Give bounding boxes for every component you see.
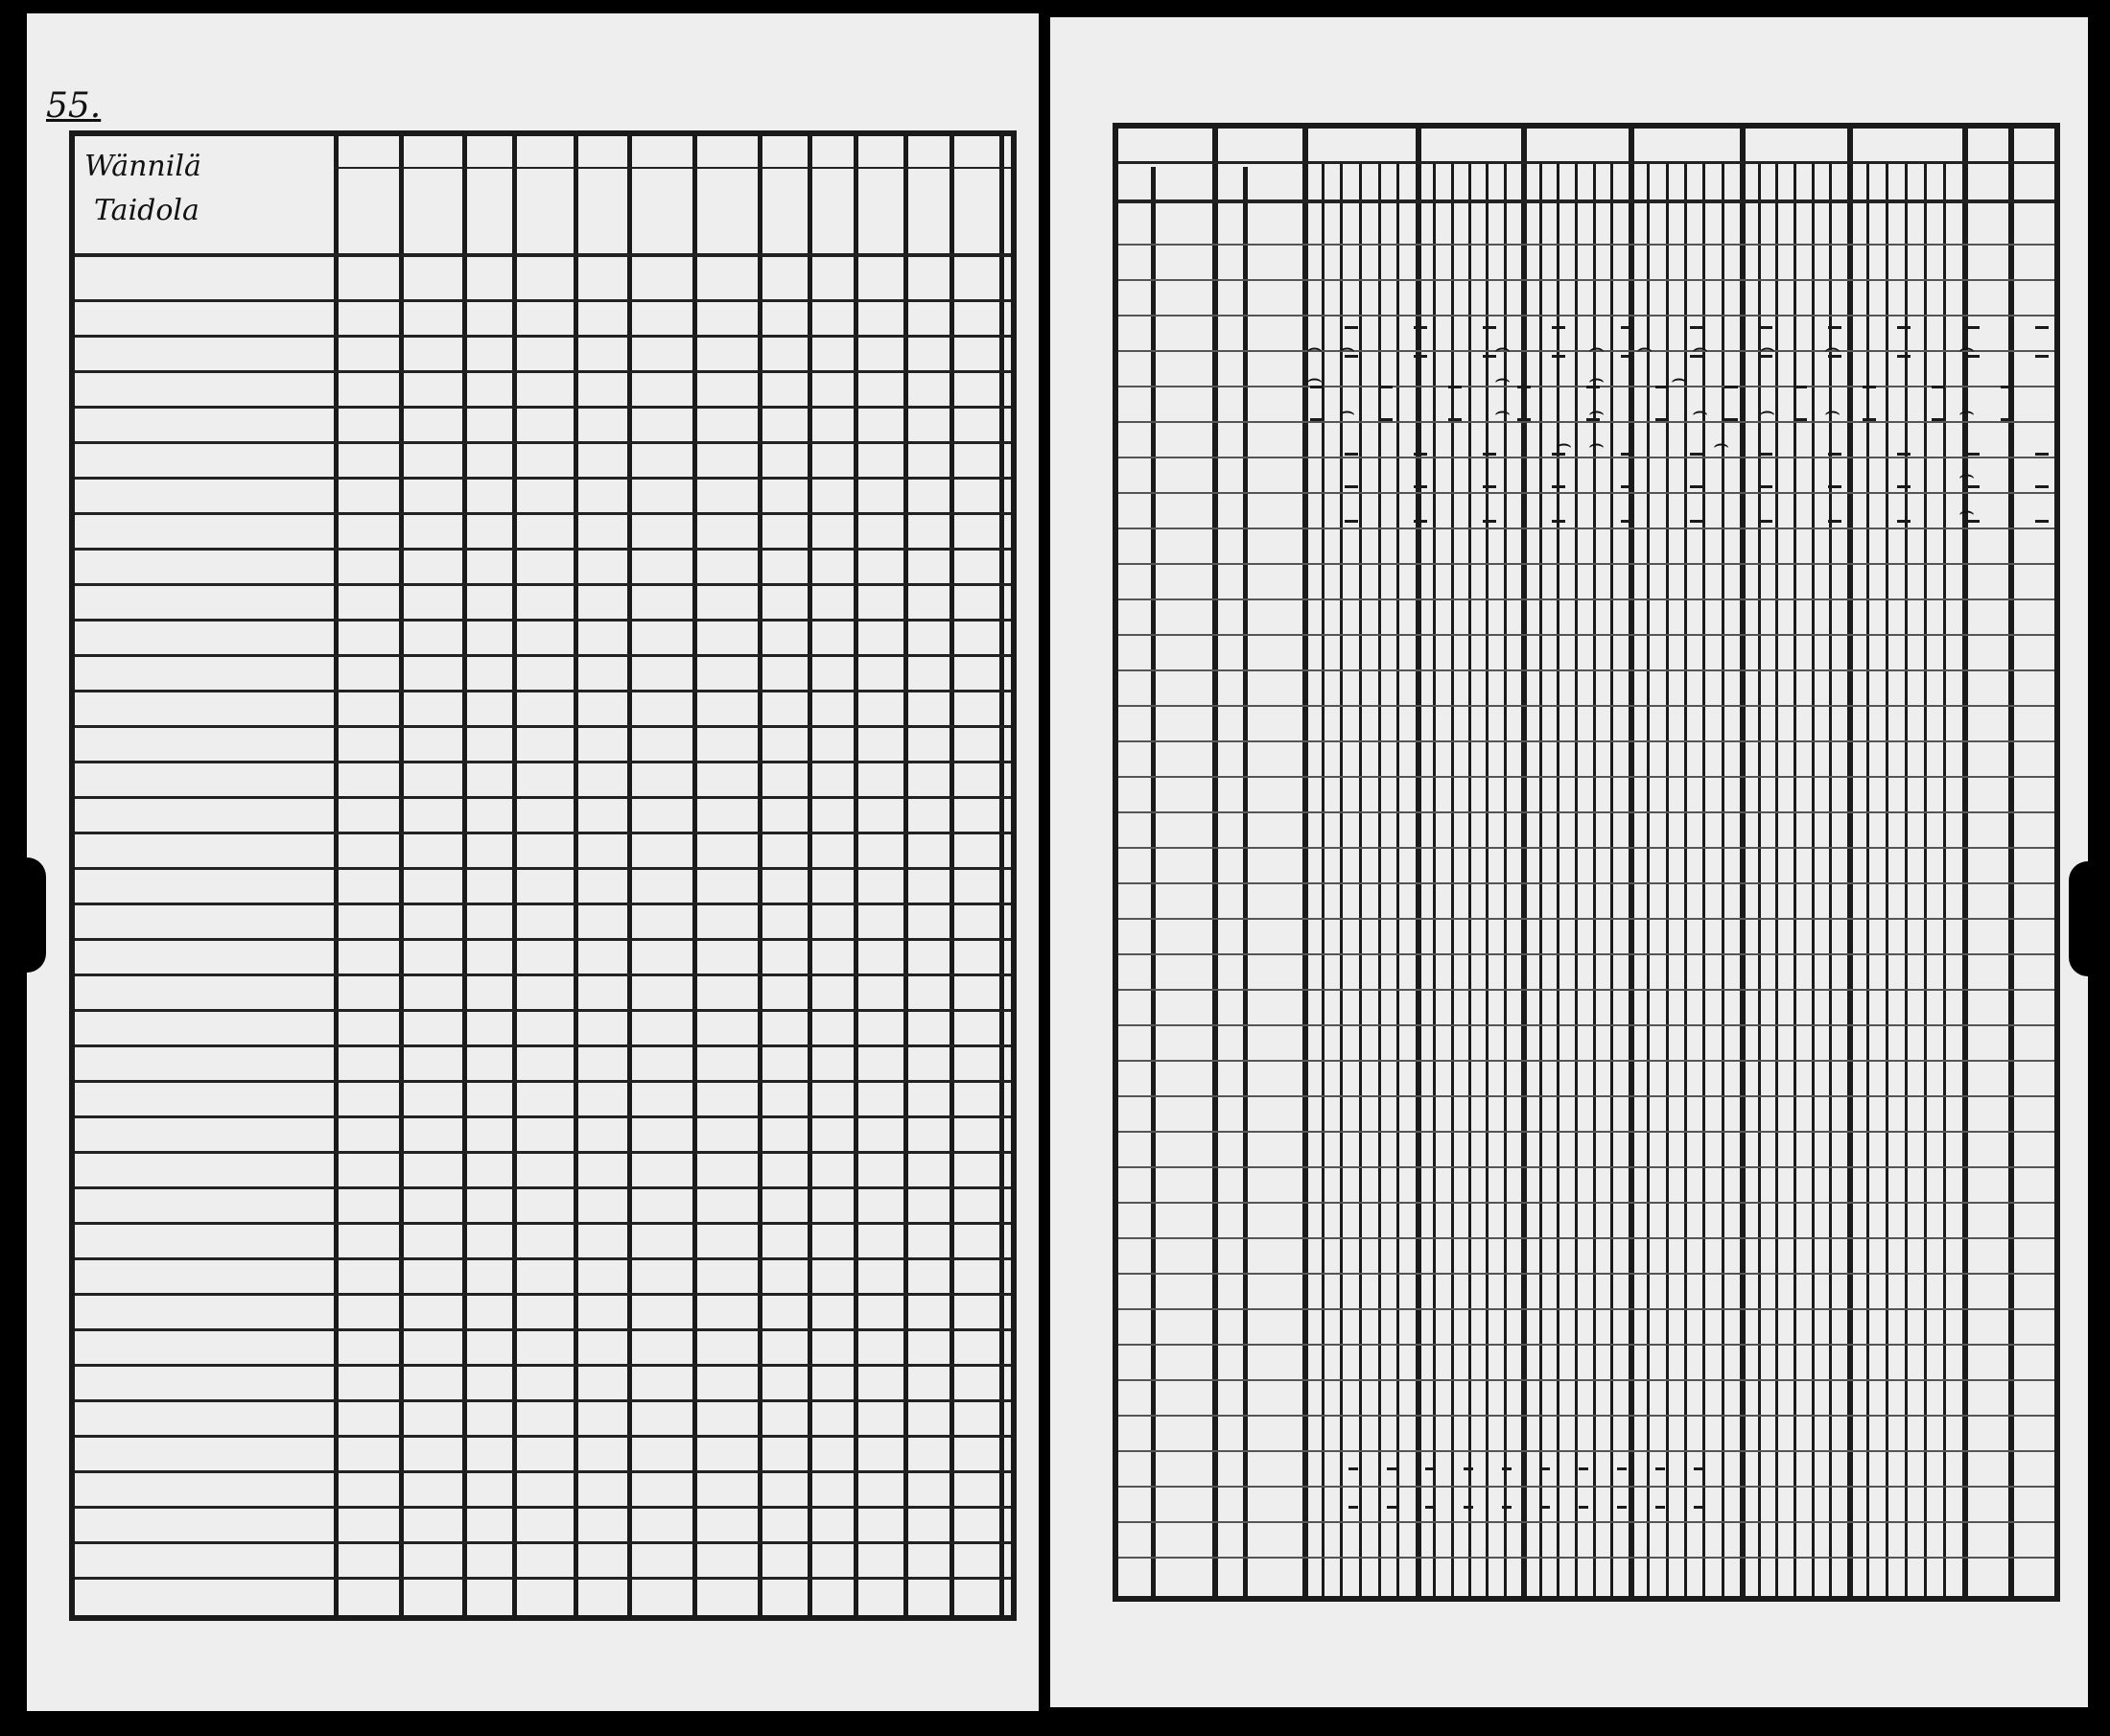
row-rule xyxy=(1118,1166,2054,1168)
row-rule xyxy=(75,938,1011,941)
attendance-stroke xyxy=(2035,485,2049,488)
attendance-stroke xyxy=(1579,1506,1588,1509)
row-rule xyxy=(1118,1379,2054,1381)
row-rule xyxy=(1118,1131,2054,1133)
row-rule xyxy=(75,548,1011,551)
row-rule xyxy=(1118,1557,2054,1559)
row-rule xyxy=(75,832,1011,834)
attendance-stroke xyxy=(1540,1467,1550,1470)
communion-mark: ⌢ xyxy=(1692,334,1709,363)
attendance-stroke xyxy=(1414,520,1427,523)
row-rule xyxy=(1118,279,2054,281)
attendance-stroke xyxy=(1345,326,1358,329)
row-rule xyxy=(1118,1095,2054,1097)
row-rule xyxy=(75,1506,1011,1509)
column-subhead xyxy=(811,171,850,251)
attendance-stroke xyxy=(1387,1506,1396,1509)
attendance-stroke xyxy=(1379,386,1393,388)
attendance-stroke xyxy=(1897,485,1911,488)
row-rule xyxy=(75,335,1011,338)
column-subhead xyxy=(857,171,900,251)
header-rule xyxy=(1118,161,2054,164)
communion-mark: ⌢ xyxy=(1958,334,1976,363)
row-rule xyxy=(1118,705,2054,707)
attendance-stroke xyxy=(1348,1467,1358,1470)
attendance-stroke xyxy=(1483,453,1496,456)
attendance-stroke xyxy=(1483,326,1496,329)
book-gutter xyxy=(1039,0,1050,1736)
row-rule xyxy=(75,1577,1011,1580)
header-rule xyxy=(334,167,1011,169)
row-rule xyxy=(1118,492,2054,494)
communion-mark: ⌢ xyxy=(1824,397,1841,426)
attendance-stroke xyxy=(1621,326,1634,329)
row-rule xyxy=(1118,350,2054,352)
attendance-stroke xyxy=(1379,418,1393,421)
row-rule xyxy=(75,867,1011,870)
attendance-stroke xyxy=(1414,326,1427,329)
attendance-stroke xyxy=(1448,386,1462,388)
column-rule xyxy=(1521,129,1527,1596)
attendance-stroke xyxy=(1794,386,1807,388)
row-rule xyxy=(1118,1237,2054,1239)
row-rule xyxy=(75,1044,1011,1047)
column-subhead xyxy=(631,171,689,251)
row-rule xyxy=(1118,953,2054,955)
column-subhead xyxy=(762,171,804,251)
attendance-stroke xyxy=(2035,453,2049,456)
row-rule xyxy=(75,1186,1011,1189)
row-rule xyxy=(1118,1415,2054,1417)
attendance-stroke xyxy=(1724,418,1738,421)
row-rule xyxy=(1118,740,2054,742)
row-rule xyxy=(1118,811,2054,813)
communion-mark: ⌢ xyxy=(1494,364,1512,393)
row-rule xyxy=(75,299,1011,302)
row-rule xyxy=(75,512,1011,515)
attendance-stroke xyxy=(1932,386,1945,388)
attendance-stroke xyxy=(1552,485,1565,488)
communion-mark: ⌢ xyxy=(1588,430,1606,458)
row-rule xyxy=(1118,1060,2054,1062)
column-rule xyxy=(1416,129,1421,1596)
attendance-stroke xyxy=(1966,453,1980,456)
row-rule xyxy=(75,1222,1011,1225)
attendance-stroke xyxy=(1552,326,1565,329)
attendance-stroke xyxy=(1414,453,1427,456)
communion-mark: ⌢ xyxy=(1759,334,1776,363)
column-rule xyxy=(1847,129,1853,1596)
attendance-stroke xyxy=(1502,1506,1512,1509)
row-rule xyxy=(1118,315,2054,317)
communion-mark: ⌢ xyxy=(1306,364,1324,393)
attendance-stroke xyxy=(1517,386,1531,388)
row-rule xyxy=(75,1293,1011,1296)
communion-mark: ⌢ xyxy=(1494,397,1512,426)
attendance-stroke xyxy=(1425,1467,1435,1470)
communion-mark: ⌢ xyxy=(1339,397,1356,426)
subcolumn-rule xyxy=(1243,167,1248,1596)
row-rule xyxy=(1118,1202,2054,1204)
attendance-stroke xyxy=(1552,520,1565,523)
binding-hole xyxy=(8,857,46,973)
row-rule xyxy=(75,1009,1011,1012)
column-rule xyxy=(950,136,954,1615)
attendance-stroke xyxy=(1690,326,1703,329)
row-rule xyxy=(1118,776,2054,778)
column-rule xyxy=(808,136,812,1615)
column-rule xyxy=(903,136,908,1615)
row-rule xyxy=(1118,1521,2054,1523)
row-rule xyxy=(1118,244,2054,246)
village-name: Wännilä xyxy=(84,150,201,183)
attendance-stroke xyxy=(2001,418,2014,421)
row-rule xyxy=(1118,528,2054,529)
attendance-stroke xyxy=(1617,1467,1627,1470)
row-rule xyxy=(1118,1486,2054,1488)
row-rule xyxy=(75,477,1011,480)
attendance-stroke xyxy=(1502,1467,1512,1470)
binding-hole xyxy=(2069,861,2107,976)
attendance-stroke xyxy=(1655,418,1669,421)
column-rule xyxy=(1629,129,1634,1596)
row-rule xyxy=(75,654,1011,657)
attendance-stroke xyxy=(1828,485,1841,488)
attendance-stroke xyxy=(1690,453,1703,456)
attendance-stroke xyxy=(1932,418,1945,421)
row-rule xyxy=(75,761,1011,763)
communion-mark: ⌢ xyxy=(1588,397,1606,426)
row-rule xyxy=(75,370,1011,373)
row-rule xyxy=(1118,563,2054,565)
communion-mark: ⌢ xyxy=(1692,397,1709,426)
attendance-stroke xyxy=(1724,386,1738,388)
attendance-stroke xyxy=(1348,1506,1358,1509)
column-rule xyxy=(462,136,467,1615)
attendance-stroke xyxy=(1694,1506,1703,1509)
attendance-stroke xyxy=(1966,326,1980,329)
attendance-stroke xyxy=(1621,453,1634,456)
attendance-stroke xyxy=(1655,386,1669,388)
row-rule xyxy=(1118,669,2054,671)
communion-mark: ⌢ xyxy=(1713,430,1730,458)
attendance-stroke xyxy=(1828,453,1841,456)
communion-mark: ⌢ xyxy=(1494,334,1512,363)
attendance-stroke xyxy=(1759,453,1772,456)
row-rule xyxy=(75,441,1011,444)
attendance-stroke xyxy=(1863,418,1876,421)
attendance-stroke xyxy=(1897,520,1911,523)
communion-mark: ⌢ xyxy=(1588,334,1606,363)
communion-mark: ⌢ xyxy=(1636,334,1653,363)
attendance-stroke xyxy=(1617,1506,1627,1509)
column-subhead xyxy=(466,171,508,251)
row-rule xyxy=(75,1541,1011,1544)
attendance-stroke xyxy=(1310,418,1324,421)
row-rule xyxy=(75,583,1011,586)
attendance-stroke xyxy=(1655,1467,1665,1470)
communion-mark: ⌢ xyxy=(1306,334,1324,363)
attendance-stroke xyxy=(1414,355,1427,358)
attendance-stroke xyxy=(1828,520,1841,523)
row-rule xyxy=(1118,634,2054,636)
column-rule xyxy=(399,136,404,1615)
attendance-stroke xyxy=(1897,453,1911,456)
row-rule xyxy=(75,1435,1011,1438)
farm-name: Taidola xyxy=(94,194,199,227)
column-rule xyxy=(627,136,632,1615)
row-rule xyxy=(75,725,1011,728)
column-rule xyxy=(334,136,339,1615)
attendance-stroke xyxy=(1690,520,1703,523)
column-rule xyxy=(999,136,1004,1615)
attendance-stroke xyxy=(1414,485,1427,488)
row-rule xyxy=(75,690,1011,692)
column-rule xyxy=(758,136,762,1615)
column-subhead xyxy=(577,171,623,251)
attendance-stroke xyxy=(1794,418,1807,421)
column-subhead xyxy=(907,171,946,251)
subcolumn-rule xyxy=(1151,167,1156,1596)
attendance-stroke xyxy=(1655,1506,1665,1509)
row-rule xyxy=(1118,847,2054,849)
row-rule xyxy=(75,1080,1011,1083)
row-rule xyxy=(75,1115,1011,1118)
attendance-stroke xyxy=(1552,355,1565,358)
attendance-stroke xyxy=(2035,520,2049,523)
attendance-stroke xyxy=(1345,485,1358,488)
communion-mark: ⌢ xyxy=(1671,364,1688,393)
attendance-stroke xyxy=(1863,386,1876,388)
column-rule xyxy=(1740,129,1746,1596)
row-rule xyxy=(75,903,1011,905)
attendance-stroke xyxy=(1828,326,1841,329)
row-rule xyxy=(75,1470,1011,1473)
column-rule xyxy=(2008,129,2014,1596)
header-rule xyxy=(1118,199,2054,203)
communion-mark: ⌢ xyxy=(1958,460,1976,489)
row-rule xyxy=(1118,457,2054,458)
row-rule xyxy=(1118,989,2054,991)
communion-mark: ⌢ xyxy=(1759,397,1776,426)
attendance-stroke xyxy=(1897,355,1911,358)
attendance-stroke xyxy=(1759,485,1772,488)
row-rule xyxy=(75,1399,1011,1402)
communion-mark: ⌢ xyxy=(1556,430,1573,458)
communion-mark: ⌢ xyxy=(1958,397,1976,426)
attendance-stroke xyxy=(1483,485,1496,488)
attendance-stroke xyxy=(1464,1467,1473,1470)
attendance-stroke xyxy=(2035,326,2049,329)
column-rule xyxy=(854,136,858,1615)
attendance-stroke xyxy=(1759,326,1772,329)
communion-mark: ⌢ xyxy=(1588,364,1606,393)
attendance-stroke xyxy=(1464,1506,1473,1509)
communion-mark: ⌢ xyxy=(1339,334,1356,363)
column-rule xyxy=(512,136,517,1615)
attendance-stroke xyxy=(1448,418,1462,421)
right-register-table xyxy=(1113,123,2060,1602)
attendance-stroke xyxy=(2001,386,2014,388)
row-rule xyxy=(1118,1308,2054,1310)
row-rule xyxy=(1118,882,2054,884)
attendance-stroke xyxy=(1579,1467,1588,1470)
communion-mark: ⌢ xyxy=(1824,334,1841,363)
column-rule xyxy=(692,136,697,1615)
row-rule xyxy=(75,796,1011,799)
header-rule xyxy=(75,253,1011,257)
attendance-stroke xyxy=(1621,355,1634,358)
row-rule xyxy=(1118,1450,2054,1452)
row-rule xyxy=(1118,1344,2054,1346)
attendance-stroke xyxy=(1690,485,1703,488)
communion-mark: ⌢ xyxy=(1958,497,1976,526)
column-rule xyxy=(1212,129,1218,1596)
row-rule xyxy=(75,406,1011,409)
attendance-stroke xyxy=(1621,485,1634,488)
attendance-stroke xyxy=(1540,1506,1550,1509)
row-rule xyxy=(75,1328,1011,1331)
column-subhead xyxy=(516,171,570,251)
row-rule xyxy=(75,1257,1011,1260)
row-rule xyxy=(1118,918,2054,920)
column-subhead xyxy=(953,171,996,251)
left-register-table xyxy=(69,130,1017,1621)
row-rule xyxy=(75,619,1011,622)
column-subhead xyxy=(338,171,395,251)
column-subhead xyxy=(403,171,458,251)
column-subhead xyxy=(696,171,754,251)
attendance-stroke xyxy=(1387,1467,1396,1470)
row-rule xyxy=(75,1151,1011,1154)
row-rule xyxy=(1118,1273,2054,1275)
attendance-stroke xyxy=(1621,520,1634,523)
row-rule xyxy=(1118,1024,2054,1026)
column-rule xyxy=(574,136,578,1615)
attendance-stroke xyxy=(1517,418,1531,421)
attendance-stroke xyxy=(1425,1506,1435,1509)
attendance-stroke xyxy=(1897,326,1911,329)
attendance-stroke xyxy=(2035,355,2049,358)
page-number: 55. xyxy=(46,86,102,126)
row-rule xyxy=(1118,598,2054,600)
attendance-stroke xyxy=(1483,520,1496,523)
row-rule xyxy=(75,1364,1011,1367)
attendance-stroke xyxy=(1345,453,1358,456)
attendance-stroke xyxy=(1759,520,1772,523)
attendance-stroke xyxy=(1345,520,1358,523)
row-rule xyxy=(1118,421,2054,423)
row-rule xyxy=(75,974,1011,976)
attendance-stroke xyxy=(1694,1467,1703,1470)
